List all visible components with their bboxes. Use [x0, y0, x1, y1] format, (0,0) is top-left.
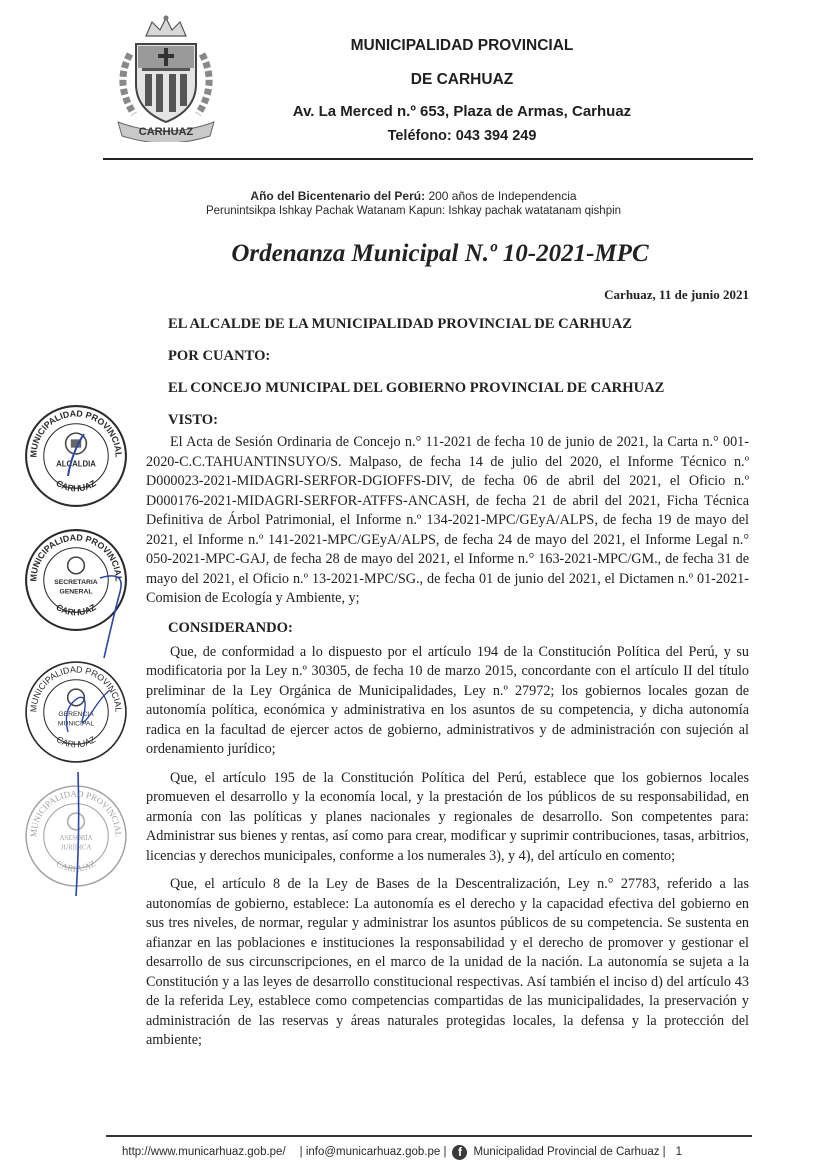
considerando-paragraph-3 — [146, 875, 749, 1051]
considerando-heading: CONSIDERANDO: — [168, 619, 293, 636]
svg-text:CARHUAZ — [54, 602, 98, 618]
footer-email-link[interactable]: | info@municarhuaz.gob.pe | — [299, 1145, 447, 1158]
header-institution-name: MUNICIPALIDAD PROVINCIAL — [350, 37, 574, 54]
header-address: Av. La Merced n.º 653, Plaza de Armas, Carhuaz — [292, 103, 632, 120]
visto-heading: VISTO: — [168, 412, 219, 428]
visto-paragraph — [146, 433, 749, 609]
considerando-paragraph-1 — [146, 643, 749, 760]
stamp-office-text-2: JURÍDICA — [60, 844, 92, 852]
svg-text:CARHUAZ — [55, 734, 98, 749]
stamp-office-text: ALCALDIA — [56, 459, 96, 469]
year-motto-suffix: 200 años de Independencia — [425, 189, 577, 203]
svg-text:CARHUAZ — [55, 858, 97, 873]
stamp-office-text: ASESORÍA — [59, 835, 93, 843]
stamp-bottom-text: CARHUAZ — [54, 858, 98, 874]
stamp-asesoria-juridica — [24, 784, 128, 888]
footer-divider — [106, 1135, 752, 1137]
page-number: 1 — [675, 1145, 683, 1158]
header-institution-location: DE CARHUAZ — [410, 71, 514, 88]
footer-website-link[interactable]: http://www.municarhuaz.gob.pe/ — [122, 1145, 286, 1158]
logo-label: CARHUAZ — [138, 126, 194, 138]
municipal-coat-of-arms-logo — [108, 14, 224, 142]
document-date: Carhuaz, 11 de junio 2021 — [604, 287, 749, 302]
footer — [122, 1145, 827, 1160]
header-phone: Teléfono: 043 394 249 — [387, 128, 537, 144]
considerando-text-3: Que, el artículo 8 de la Ley de Bases de la Descentralización, Ley n.° 27783, referido a las autonomías de gobierno, establece: La autonomía es el derecho y la capacidad efectiva del gobierno en sus tres niveles, de normar, regular y administrar los asuntos públicos de su competencia. Se sustenta en afianzar en las poblaciones e instituciones la responsabilidad y el derecho de promover y gestionar el desarrollo de sus circunscripciones, en el marco de la unidad de la nación. La autonomía se sujeta a la Constitución y a las leyes de desarrollo constitucional respectivas. Así también el inciso d) del artículo 43 de la referida Ley, establece como competencias compartidas de las municipalidades, la preservación y administración de las reservas y áreas naturales protegidas locales, la defensa y la protección del ambiente; — [146, 876, 749, 1048]
year-motto-prefix: Año del Bicentenario del Perú: — [250, 189, 426, 203]
footer-facebook-page[interactable]: Municipalidad Provincial de Carhuaz | — [473, 1145, 666, 1158]
header-text-block — [236, 36, 688, 146]
year-motto-spanish — [0, 188, 827, 204]
stamp-office-text: GERENCIA — [58, 711, 94, 719]
stamp-gerencia-municipal — [24, 660, 128, 764]
stamp-ring-text: MUNICIPALIDAD PROVINCIAL — [28, 408, 124, 458]
footer-area — [0, 1135, 827, 1160]
stamp-ring-text: MUNICIPALIDAD PROVINCIAL — [28, 532, 124, 582]
caption-council: EL CONCEJO MUNICIPAL DEL GOBIERNO PROVINCIAL DE CARHUAZ — [168, 380, 665, 396]
considerando-text-1: Que, de conformidad a lo dispuesto por el artículo 194 de la Constitución Política del Perú, y su modificatoria por la Ley n.º 30305, de fecha 10 de marzo 2015, concordante con el artículo II del título preliminar de la Ley Orgánica de Municipalidades, Ley n.º 27972; los gobiernos locales gozan de autonomía política, económica y administrativa en los asuntos de su competencia, y dicha autonomía radica en la facultad de ejercer actos de gobierno, administrativos y de administración con sujeción al ordenamiento jurídico; — [146, 643, 749, 757]
facebook-icon: f — [452, 1145, 467, 1160]
stamp-ring-text: MUNICIPALIDAD PROVINCIAL — [28, 664, 124, 713]
year-motto-quechua: Perunintsikpa Ishkay Pachak Watanam Kapun: Ishkay pachak watatanam qishpin — [205, 205, 622, 217]
stamp-secretaria-general — [24, 528, 128, 632]
stamp-alcaldia — [24, 404, 128, 508]
header-divider — [103, 158, 753, 160]
stamp-office-text-2: MUNICIPAL — [57, 720, 95, 728]
stamp-office-text-2: GENERAL — [59, 588, 93, 596]
considerando-paragraph-2 — [146, 769, 749, 867]
considerando-text-2: Que, el artículo 195 de la Constitución Política del Perú, establece que los gobiernos locales promueven el desarrollo y la economía local, y la prestación de los públicos de su responsabilidad, en armonía con las políticas y planes nacionales y regionales de desarrollo. Son competentes para: Administrar sus bienes y rentas, así como para crear, modificar y suprimir contribuciones, tasas, arbitrios, licencias y derechos municipales, conforme a los numerales 3), y 4), del artículo en comento; — [146, 769, 749, 864]
stamp-ring-text: MUNICIPALIDAD PROVINCIAL — [28, 788, 124, 838]
caption-mayor: EL ALCALDE DE LA MUNICIPALIDAD PROVINCIAL DE CARHUAZ — [168, 316, 632, 332]
stamp-bottom-text: CARHUAZ — [54, 477, 98, 494]
document-title: Ordenanza Municipal N.º 10-2021-MPC — [231, 240, 649, 267]
svg-text:CARHUAZ — [54, 478, 98, 494]
visto-text: El Acta de Sesión Ordinaria de Concejo n.° 11-2021 de fecha 10 de junio de 2021, la Carta n.° 001-2020-C.C.TAHUANTINSUYO/S. Malpaso, de fecha 14 de julio del 2020, el Informe Técnico n.º D000023-2021-MIDAGRI-SERFOR-DGIOFFS-DIV, de fecha 06 de abril del 2021, el Oficio n.º D000176-2021-MIDAGRI-SERFOR-ATFFS-ANCASH, de fecha 21 de abril del 2021, Ficha Técnica Definitiva de Árbol Patrimonial, el Informe n.º 134-2021-MPC/GEyA/ALPS, de fecha 19 de mayo del 2021, el Informe n.º 141-2021-MPC/GEyA/ALPS, de fecha 24 de mayo del 2021, el Informe Legal n.° 050-2021-MPC-GAJ, de fecha 28 de mayo del 2021, el Informe n.° 163-2021-MPC/GM., de fecha 31 de mayo del 2021, el Oficio n.º 13-2021-MPC/SG., de fecha 01 de junio del 2021, el Dictamen n.º 01-2021-Comision de Ecología y Ambiente, y; — [146, 434, 749, 606]
stamp-office-text: SECRETARIA — [54, 579, 98, 587]
caption-por-cuanto: POR CUANTO: — [168, 348, 271, 364]
stamp-bottom-text: CARHUAZ — [54, 734, 98, 750]
stamp-bottom-text: CARHUAZ — [54, 601, 98, 618]
